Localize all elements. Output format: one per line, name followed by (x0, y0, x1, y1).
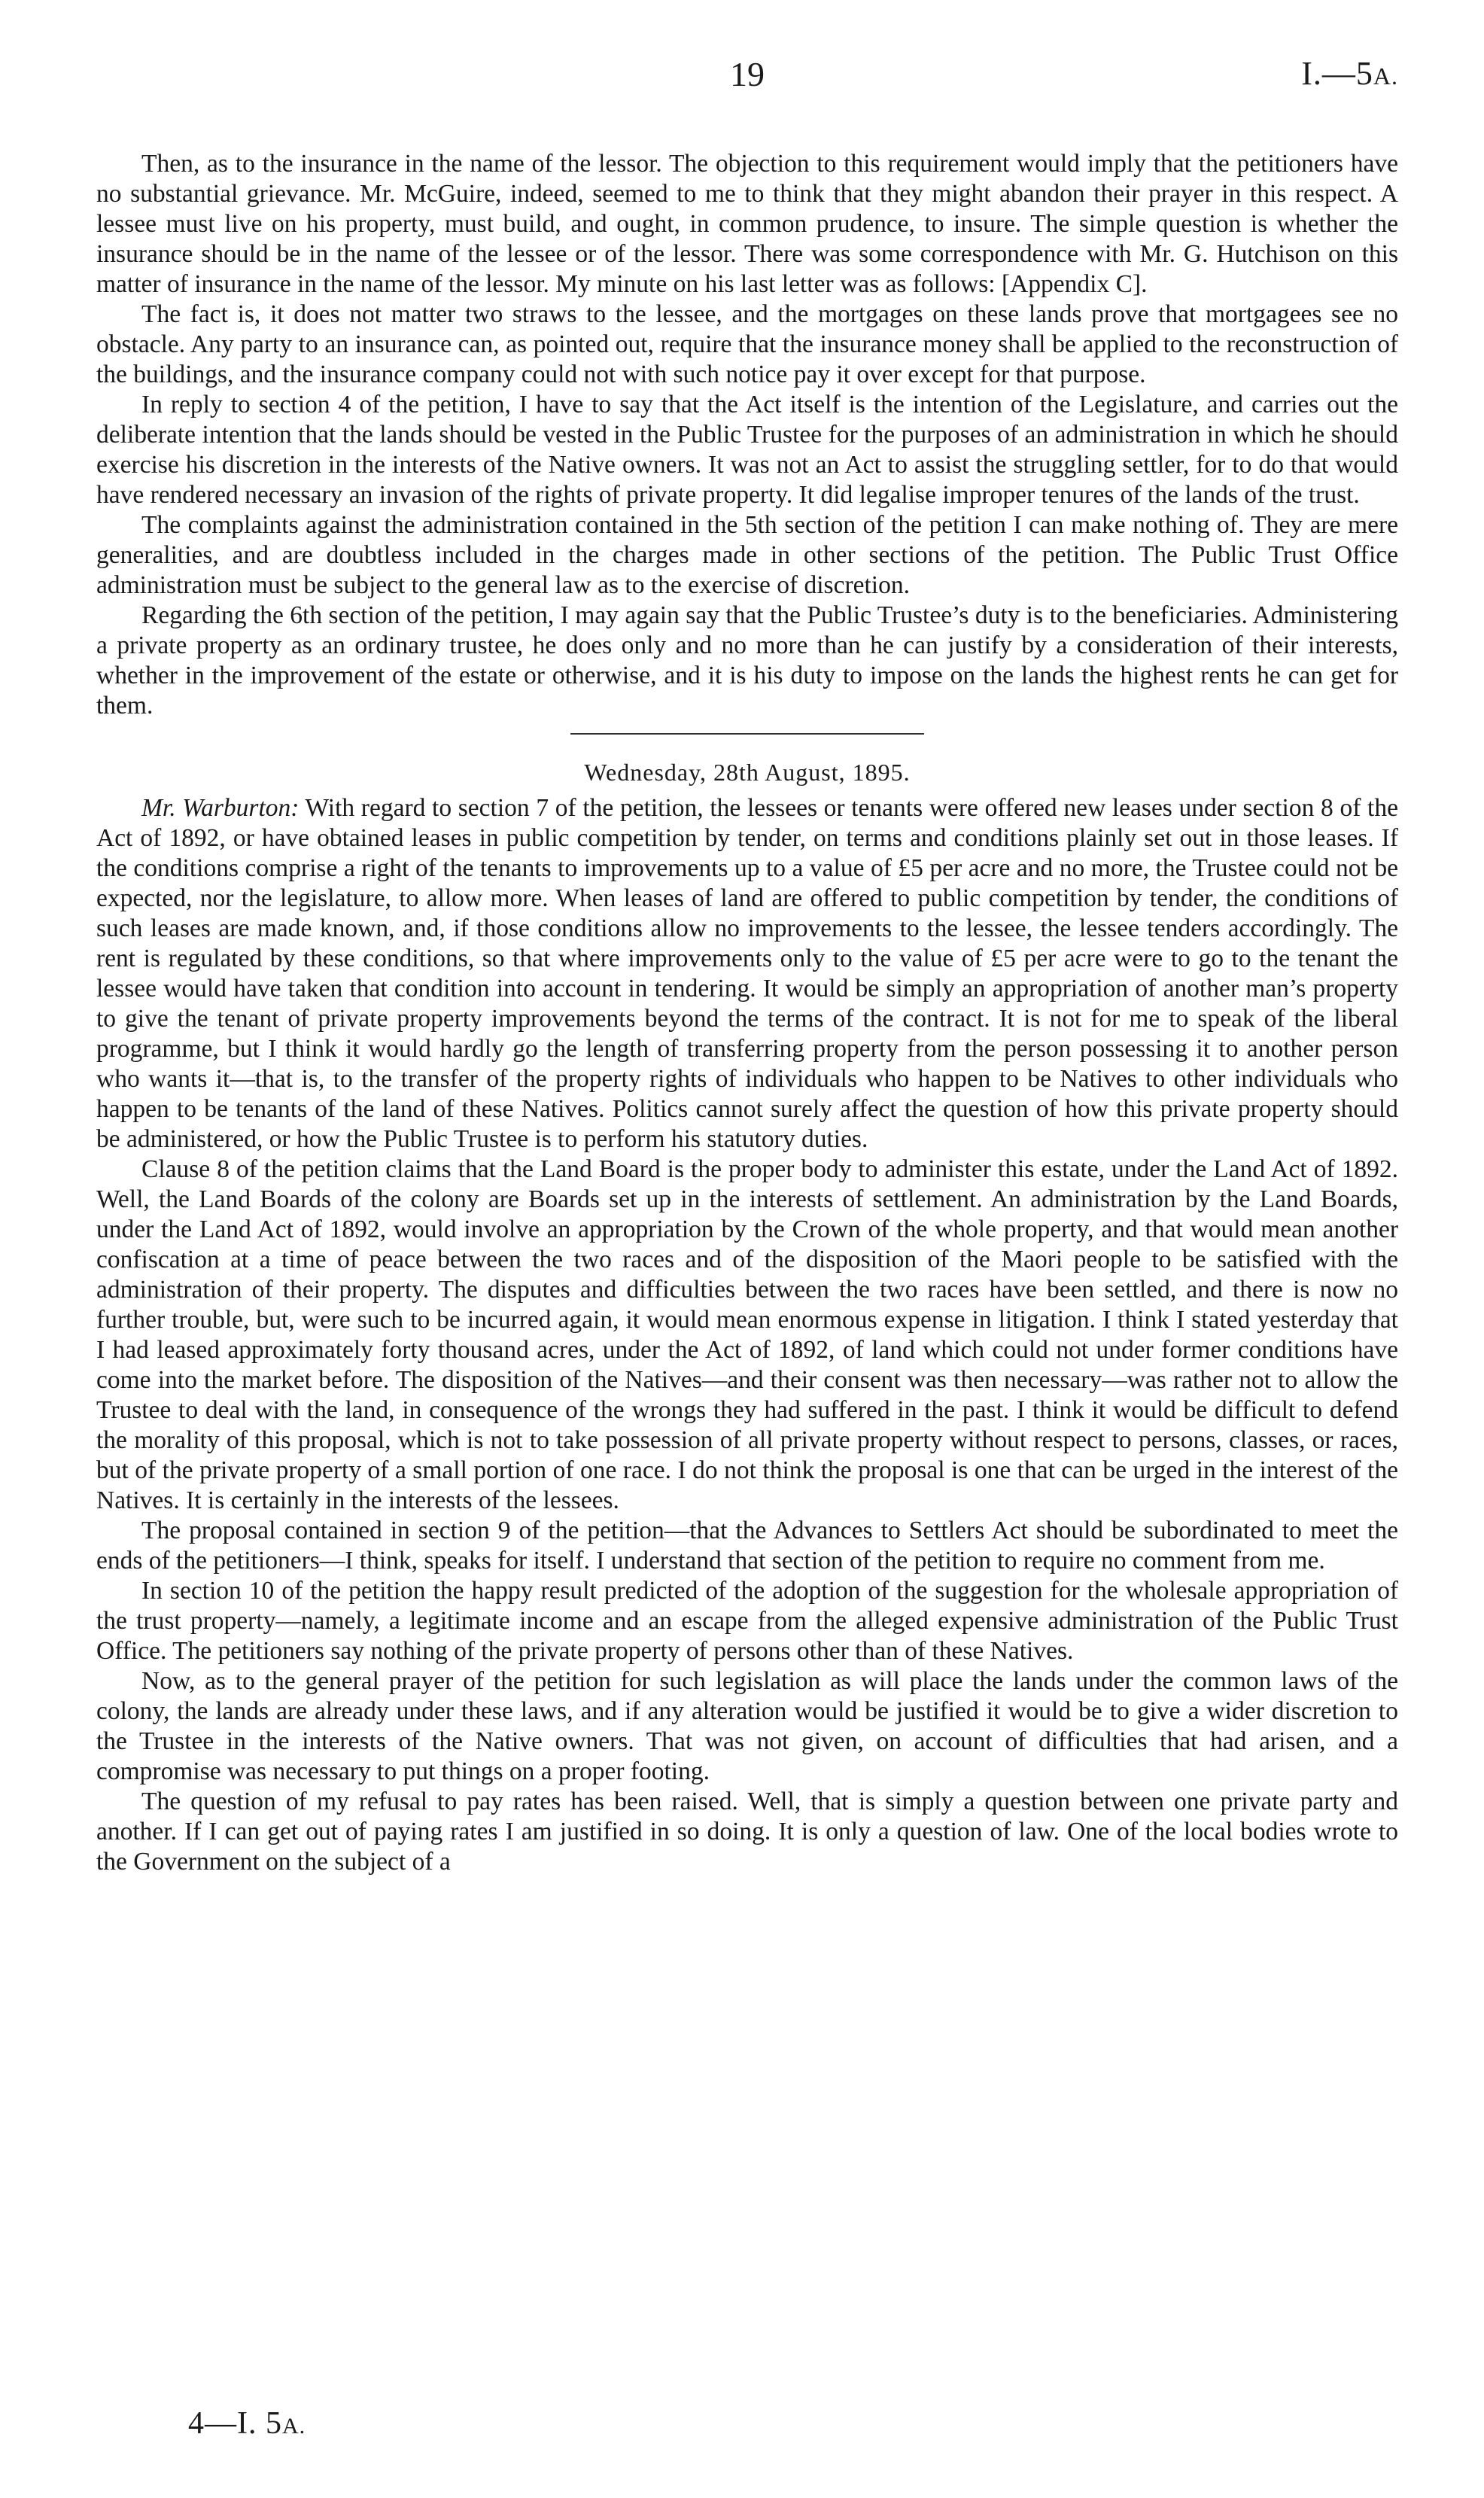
paragraph: The question of my refusal to pay rates has been raised. Well, that is simply a question between one private party and another. If I can get out of paying rates I am justified in so doing. It is only a question of law. One of the local bodies wrote to the Government on the subject of a (96, 1788, 1398, 1876)
paragraph: The proposal contained in section 9 of the petition—that the Advances to Settlers Act should be subordinated to meet the ends of the petitioners—I think, speaks for itself. I understand that section of the petition to require no comment from me. (96, 1517, 1398, 1575)
signature-suffix: A. (282, 2414, 306, 2439)
paragraph: Now, as to the general prayer of the petition for such legislation as will place the lands under the common laws of the colony, the lands are already under these laws, and if any alteration would be justified it would be to give a wider discretion to the Trustee in the interests of the Native owners. That was not given, on account of difficulties that had arisen, and a compromise was necessary to put things on a proper footing. (96, 1667, 1398, 1785)
signature-mark (188, 2405, 306, 2442)
page-header (96, 45, 1398, 113)
paragraph (96, 793, 1398, 1155)
paragraph: The complaints against the administration contained in the 5th section of the petition I can make nothing of. They are mere generalities, and are doubtless included in the charges made in other sections of the petition. The Public Trust Office administration must be subject to the general law as to the exercise of discretion. (96, 511, 1398, 599)
paragraph: In reply to section 4 of the petition, I have to say that the Act itself is the intention of the Legislature, and carries out the deliberate intention that the lands should be vested in the Public Trustee for the purposes of an administration in which he should exercise his discretion in the interests of the Native owners. It was not an Act to assist the struggling settler, for to do that would have rendered necessary an invasion of the rights of private property. It did legalise improper tenures of the lands of the trust. (96, 391, 1398, 509)
paragraph: Clause 8 of the petition claims that the Land Board is the proper body to administer this estate, under the Land Act of 1892. Well, the Land Boards of the colony are Boards set up in the interests of settlement. An administration by the Land Boards, under the Land Act of 1892, would involve an appropriation by the Crown of the whole property, and that would mean another confiscation at a time of peace between the two races and of the disposition of the Maori people to be satisfied with the administration of their property. The disputes and difficulties between the two races have been settled, and there is now no further trouble, but, were such to be incurred again, it would mean enormous expense in litigation. I think I stated yesterday that I had leased approximately forty thousand acres, under the Act of 1892, of land which could not under former conditions have come into the market before. The disposition of the Natives—and their consent was then necessary—was rather not to allow the Trustee to deal with the land, in consequence of the wrongs they had suffered in the past. I think it would be difficult to defend the morality of this proposal, which is not to take possession of all private property without respect to persons, classes, or races, but of the private property of a small portion of one race. I do not think the proposal is one that can be urged in the interest of the Natives. It is certainly in the interests of the lessees. (96, 1155, 1398, 1514)
document-code (1301, 54, 1398, 93)
section-divider (570, 733, 924, 735)
page-number: 19 (730, 55, 765, 93)
paragraph: In section 10 of the petition the happy result predicted of the adoption of the suggestion for the wholesale appropriation of the trust property—namely, a legitimate income and an escape from the alleged expensive administration of the Public Trust Office. The petitioners say nothing of the private property of persons other than of these Natives. (96, 1577, 1398, 1665)
document-code-main: I.—5 (1301, 55, 1373, 92)
document-code-suffix: A. (1373, 62, 1398, 90)
document-page (96, 45, 1398, 1877)
body-text (96, 149, 1398, 1877)
speaker-name: Mr. Warburton: (141, 794, 300, 822)
paragraph-text: With regard to section 7 of the petition, the lessees or tenants were offered new leases under section 8 of the Act of 1892, or have obtained leases in public competition by tender, on terms and conditions plainly set out in those leases. If the conditions comprise a right of the tenants to improvements up to a value of £5 per acre and no more, the Trustee could not be expected, nor the legislature, to allow more. When leases of land are offered to public competition by tender, the conditions of such leases are made known, and, if those conditions allow no improvements to the lessee, the lessee tenders accordingly. The rent is regulated by these conditions, so that where improvements only to the value of £5 per acre were to go to the tenant the lessee would have taken that condition into account in tendering. It would be simply an appropriation of another man’s property to give the tenant of private property improvements beyond the terms of the contract. It is not for me to speak of the liberal programme, but I think it would hardly go the length of transferring property from the person possessing it to another person who wants it—that is, to the transfer of the property rights of individuals who happen to be Natives to other individuals who happen to be tenants of the land of these Natives. Politics cannot surely affect the question of how this private property should be administered, or how the Public Trustee is to perform his statutory duties. (96, 794, 1398, 1153)
paragraph: The fact is, it does not matter two straws to the lessee, and the mortgages on these lands prove that mortgagees see no obstacle. Any party to an insurance can, as pointed out, require that the insurance money shall be applied to the reconstruction of the buildings, and the insurance company could not with such notice pay it over except for that purpose. (96, 300, 1398, 388)
paragraph: Then, as to the insurance in the name of the lessor. The objection to this requirement would imply that the petitioners have no substantial grievance. Mr. McGuire, indeed, seemed to me to think that they might abandon their prayer in this respect. A lessee must live on his property, must build, and ought, in common prudence, to insure. The simple question is whether the insurance should be in the name of the lessee or of the lessor. There was some correspondence with Mr. G. Hutchison on this matter of insurance in the name of the lessor. My minute on his last letter was as follows: [Appendix C]. (96, 150, 1398, 298)
date-heading: Wednesday, 28th August, 1895. (584, 759, 911, 786)
signature-main: 4—I. 5 (188, 2406, 282, 2441)
paragraph: Regarding the 6th section of the petition, I may again say that the Public Trustee’s duty is to the beneficiaries. Administering a private property as an ordinary trustee, he does only and no more than he can justify by a consideration of their interests, whether in the improvement of the estate or otherwise, and it is his duty to impose on the lands the highest rents he can get for them. (96, 601, 1398, 720)
